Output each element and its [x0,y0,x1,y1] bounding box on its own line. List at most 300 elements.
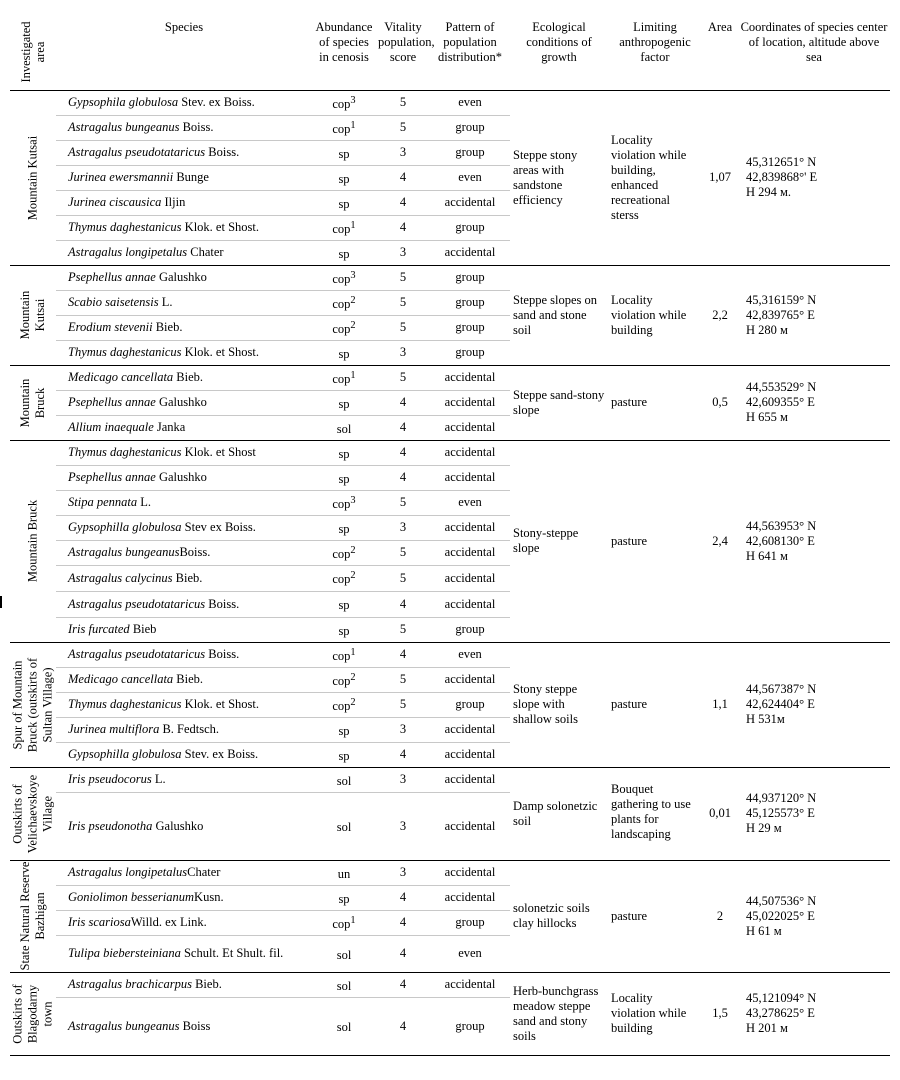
table-row [10,642,890,667]
area-size-cell: 1,07 [702,90,738,265]
vitality-cell: 5 [376,565,430,591]
abundance-cell [312,642,376,667]
abundance-value: cop [332,572,351,587]
latitude: 45,121094° N [746,991,817,1005]
ecological-cell [510,440,608,642]
vitality-cell: 4 [376,972,430,997]
abundance-value: cop [332,917,351,932]
longitude: 45,125573° E [746,806,815,820]
pattern-cell: accidental [430,667,510,692]
area-label: Mountain Kutsai [18,290,47,340]
area-size-cell: 2,4 [702,440,738,642]
abundance-value: sp [338,624,350,639]
species-author: Iljin [161,195,186,209]
area-cell [10,860,56,972]
longitude: 42,608130° E [746,533,815,548]
abundance-superscript: 1 [350,219,356,231]
species-cell [56,540,312,565]
header-limiting: Limiting anthropogenic factor [608,14,702,90]
table-body [10,90,890,1055]
ecological-cell [510,265,608,365]
ecological-text: solonetzic soils clay hillocks [513,901,590,930]
species-table [10,14,890,1056]
species-name: Jurinea ewersmannii [68,170,174,184]
abundance-cell [312,935,376,972]
abundance-cell [312,692,376,717]
limiting-text: pasture [611,395,648,409]
vitality-cell: 3 [376,860,430,885]
abundance-superscript: 1 [350,646,356,658]
longitude: 42,839765° E [746,307,815,322]
altitude: H 641 м [746,548,788,563]
altitude: H 294 м. [746,185,792,199]
species-cell [56,885,312,910]
species-author: Bieb. [173,672,204,686]
abundance-superscript: 2 [350,319,356,331]
area-label: Mountain Bruck [18,378,47,427]
species-cell [56,667,312,692]
species-author: Klok. et Shost. [181,345,259,359]
limiting-text: pasture [611,697,648,711]
species-cell [56,642,312,667]
abundance-value: sol [336,820,352,835]
abundance-value: sp [338,447,350,462]
vitality-cell: 4 [376,440,430,465]
latitude: 44,507536° N [746,893,817,908]
limiting-text: Locality violation while building [611,292,687,337]
vitality-cell: 3 [376,515,430,540]
pattern-cell: accidental [430,591,510,617]
vitality-cell: 4 [376,642,430,667]
vitality-cell: 3 [376,717,430,742]
abundance-superscript: 1 [350,119,356,131]
vitality-cell: 3 [376,767,430,792]
species-cell [56,340,312,365]
species-cell [56,767,312,792]
abundance-cell [312,465,376,490]
abundance-value: cop [332,272,351,287]
abundance-cell [312,717,376,742]
abundance-cell [312,390,376,415]
species-cell [56,240,312,265]
species-author: Janka [153,420,186,434]
species-name: Iris furcated [68,622,130,636]
abundance-cell [312,265,376,290]
coordinates-cell [738,265,890,365]
abundance-value: sp [338,472,350,487]
species-name: Astragalus longipetalus [68,865,188,879]
pattern-cell: group [430,997,510,1055]
header-investigated-area [10,14,56,90]
abundance-value: sp [338,247,350,262]
species-cell [56,190,312,215]
ecological-cell [510,90,608,265]
table-row [10,860,890,885]
species-cell [56,692,312,717]
pattern-cell: even [430,490,510,515]
header-pattern: Pattern of population distribution* [430,14,510,90]
species-author: Stev. ex Boiss. [181,747,259,761]
vitality-cell: 5 [376,90,430,115]
area-cell [10,365,56,440]
abundance-superscript: 3 [350,94,356,106]
vitality-cell: 4 [376,190,430,215]
species-author: Willd. ex Link. [130,915,207,929]
species-name: Scabio saisetensis [68,295,159,309]
species-cell [56,792,312,860]
species-name: Goniolimon besserianum [68,890,195,904]
longitude: 42,839868°' E [746,170,818,184]
limiting-text: pasture [611,908,648,923]
latitude: 45,316159° N [746,292,817,307]
abundance-value: cop [332,97,351,112]
species-name: Astragalus longipetalus [68,245,188,259]
ecological-text: Steppe sand-stony slope [513,387,605,417]
species-name: Psephellus annae [68,470,156,484]
abundance-value: sp [338,347,350,362]
abundance-cell [312,617,376,642]
vitality-cell: 3 [376,140,430,165]
species-name: Thymus daghestanicus [68,697,182,711]
species-name: Psephellus annae [68,395,156,409]
pattern-cell: accidental [430,415,510,440]
abundance-cell [312,340,376,365]
coordinates-cell [738,365,890,440]
vitality-cell: 4 [376,465,430,490]
abundance-cell [312,767,376,792]
area-cell [10,767,56,860]
pattern-cell: group [430,215,510,240]
species-name: Thymus daghestanicus [68,345,182,359]
longitude: 43,278625° E [746,1006,815,1020]
species-cell [56,390,312,415]
abundance-cell [312,997,376,1055]
limiting-text: pasture [611,533,648,548]
area-cell [10,90,56,265]
abundance-cell [312,792,376,860]
vitality-cell: 4 [376,910,430,935]
header-abundance: Abundance of species in cenosis [312,14,376,90]
table-row [10,972,890,997]
pattern-cell: accidental [430,565,510,591]
vitality-cell: 5 [376,315,430,340]
species-author: Bieb [129,622,157,636]
species-cell [56,115,312,140]
pattern-cell: group [430,140,510,165]
abundance-cell [312,365,376,390]
table-row [10,767,890,792]
area-cell [10,265,56,365]
latitude: 44,553529° N [746,380,817,394]
abundance-value: un [337,867,351,882]
species-cell [56,742,312,767]
limiting-cell [608,440,702,642]
ecological-text: Herb-bunchgrass meadow steppe sand and stony soils [513,983,599,1043]
abundance-value: sol [336,948,352,963]
species-author: Boiss. [179,120,214,134]
species-name: Medicago cancellata [68,672,174,686]
pattern-cell: accidental [430,792,510,860]
abundance-cell [312,415,376,440]
margin-bar [0,596,2,608]
vitality-cell: 5 [376,115,430,140]
header-row [10,14,890,90]
abundance-value: sp [338,892,350,907]
vitality-cell: 4 [376,390,430,415]
species-author: L. [158,295,173,309]
species-name: Astragalus bungeanus [68,545,180,559]
vitality-cell: 3 [376,240,430,265]
coordinates-cell [738,767,890,860]
pattern-cell: group [430,692,510,717]
area-size-cell: 0,5 [702,365,738,440]
pattern-cell: group [430,315,510,340]
abundance-cell [312,215,376,240]
vitality-cell: 4 [376,997,430,1055]
species-author: Boiss [179,1018,211,1033]
abundance-value: sp [338,397,350,412]
abundance-value: sp [338,172,350,187]
limiting-text: Locality violation while building [611,991,687,1035]
latitude: 45,312651° N [746,155,817,169]
species-name: Astragalus bungeanus [68,120,180,134]
species-cell [56,565,312,591]
limiting-cell [608,972,702,1055]
pattern-cell: even [430,165,510,190]
species-author: Bieb. [152,320,183,334]
area-label: Outskirts of Blagodarny town [10,983,55,1044]
species-name: Astragalus brachicarpus [68,977,192,991]
coordinates-cell [738,90,890,265]
area-label: Mountain Bruck [25,499,40,583]
abundance-value: sp [338,598,350,613]
species-name: Allium inaequale [68,420,154,434]
area-cell [10,440,56,642]
abundance-value: sp [338,197,350,212]
species-name: Medicago cancellata [68,370,174,384]
vitality-cell: 4 [376,591,430,617]
species-author: Stev ex Boiss. [181,520,256,534]
vitality-cell: 5 [376,617,430,642]
abundance-cell [312,190,376,215]
species-cell [56,490,312,515]
species-cell [56,440,312,465]
abundance-value: sol [336,422,352,437]
altitude: H 531м [746,712,785,726]
latitude: 44,937120° N [746,791,817,805]
area-cell [10,972,56,1055]
abundance-value: cop [332,297,351,312]
species-author: Galushko [155,270,207,284]
table-row [10,440,890,465]
species-cell [56,215,312,240]
species-author: Klok. et Shost. [181,220,259,234]
species-name: Psephellus annae [68,270,156,284]
header-ecological: Ecological conditions of growth [510,14,608,90]
species-cell [56,365,312,390]
abundance-value: sp [338,147,350,162]
limiting-cell [608,642,702,767]
species-name: Gypsophilla globulosa [68,520,182,534]
species-name: Astragalus pseudotataricus [68,145,206,159]
abundance-cell [312,910,376,935]
abundance-superscript: 2 [350,671,356,683]
limiting-text: Locality violation while building, enhanced recreational sterss [611,132,687,222]
abundance-value: sol [336,1020,352,1035]
species-cell [56,315,312,340]
abundance-cell [312,565,376,591]
header-coordinates: Coordinates of species center of location, altitude above sea [738,14,890,90]
species-author: Bieb. [191,977,222,991]
area-size-cell: 0,01 [702,767,738,860]
species-name: Tulipa biebersteiniana [68,946,181,960]
abundance-cell [312,140,376,165]
pattern-cell: accidental [430,190,510,215]
vitality-cell: 5 [376,540,430,565]
limiting-cell [608,90,702,265]
vitality-cell: 5 [376,290,430,315]
species-author: Bunge [173,170,209,184]
abundance-value: sp [338,522,350,537]
pattern-cell: accidental [430,717,510,742]
ecological-text: Stony steppe slope with shallow soils [513,682,578,726]
pattern-cell: group [430,290,510,315]
abundance-value: cop [332,222,351,237]
abundance-superscript: 2 [350,696,356,708]
abundance-value: sp [338,749,350,764]
abundance-superscript: 1 [350,369,356,381]
vitality-cell: 5 [376,692,430,717]
abundance-value: cop [332,547,351,562]
altitude: H 29 м [746,821,782,835]
header-area-text: Investigated area [19,21,47,83]
species-cell [56,165,312,190]
species-author: Galushko [155,395,207,409]
species-cell [56,972,312,997]
vitality-cell: 3 [376,340,430,365]
pattern-cell: group [430,617,510,642]
latitude: 44,567387° N [746,682,817,696]
ecological-text: Steppe stony areas with sandstone efficiency [513,147,578,207]
abundance-superscript: 3 [350,269,356,281]
vitality-cell: 5 [376,490,430,515]
abundance-cell [312,315,376,340]
species-author: Boiss. [205,596,240,611]
pattern-cell: group [430,115,510,140]
abundance-cell [312,490,376,515]
species-name: Jurinea ciscausica [68,195,162,209]
species-cell [56,465,312,490]
vitality-cell: 3 [376,792,430,860]
species-author: Bieb. [173,370,204,384]
ecological-text: Steppe slopes on sand and stone soil [513,292,598,337]
abundance-superscript: 2 [350,544,356,556]
species-author: Klok. et Shost [181,445,256,459]
abundance-cell [312,540,376,565]
species-cell [56,90,312,115]
latitude: 44,563953° N [746,518,817,533]
species-author: Boiss. [179,545,211,559]
ecological-text: Stony-steppe slope [513,526,579,555]
vitality-cell: 4 [376,885,430,910]
altitude: H 655 м [746,410,788,424]
area-size-cell: 2,2 [702,265,738,365]
coordinates-cell [738,642,890,767]
abundance-value: cop [332,674,351,689]
pattern-cell: accidental [430,365,510,390]
vitality-cell: 4 [376,165,430,190]
abundance-cell [312,240,376,265]
limiting-text: Bouquet gathering to use plants for landscaping [611,781,691,841]
species-cell [56,290,312,315]
pattern-cell: accidental [430,742,510,767]
abundance-cell [312,860,376,885]
species-name: Thymus daghestanicus [68,220,182,234]
species-cell [56,415,312,440]
header-vitality: Vitality population, score [376,14,430,90]
abundance-value: cop [332,322,351,337]
area-label: Outskirts of Velichaevskoye Village [10,774,55,853]
species-cell [56,717,312,742]
abundance-superscript: 2 [350,570,356,582]
table-row [10,265,890,290]
pattern-cell: group [430,265,510,290]
species-name: Gypsophila globulosa [68,95,179,109]
species-cell [56,997,312,1055]
ecological-cell [510,365,608,440]
abundance-cell [312,90,376,115]
pattern-cell: group [430,340,510,365]
species-author: Boiss. [205,647,240,661]
species-author: Schult. Et Shult. fil. [180,946,284,960]
species-author: Bieb. [172,570,203,585]
abundance-superscript: 3 [350,494,356,506]
abundance-cell [312,885,376,910]
altitude: H 280 м [746,322,788,337]
species-name: Astragalus bungeanus [68,1018,180,1033]
species-name: Gypsophilla globulosa [68,747,182,761]
pattern-cell: accidental [430,240,510,265]
area-label: Spur of Mountain Bruck (outskirts of Sultan Village) [10,657,55,752]
coordinates-cell [738,860,890,972]
species-name: Jurinea multiflora [68,722,160,736]
altitude: H 61 м [746,923,782,938]
pattern-cell: even [430,935,510,972]
pattern-cell: accidental [430,972,510,997]
area-size-cell: 1,5 [702,972,738,1055]
species-author: Boiss. [205,145,240,159]
ecological-cell [510,860,608,972]
pattern-cell: even [430,642,510,667]
ecological-cell [510,767,608,860]
species-cell [56,935,312,972]
pattern-cell: accidental [430,767,510,792]
vitality-cell: 5 [376,667,430,692]
abundance-cell [312,440,376,465]
abundance-cell [312,290,376,315]
ecological-text: Damp solonetzic soil [513,798,598,828]
abundance-value: cop [332,372,351,387]
abundance-value: sol [336,774,352,789]
species-author: L. [151,772,166,786]
abundance-cell [312,742,376,767]
species-name: Astragalus calycinus [68,570,173,585]
species-author: L. [137,495,151,509]
species-author: Klok. et Shost. [181,697,259,711]
abundance-cell [312,115,376,140]
species-cell [56,140,312,165]
abundance-cell [312,972,376,997]
